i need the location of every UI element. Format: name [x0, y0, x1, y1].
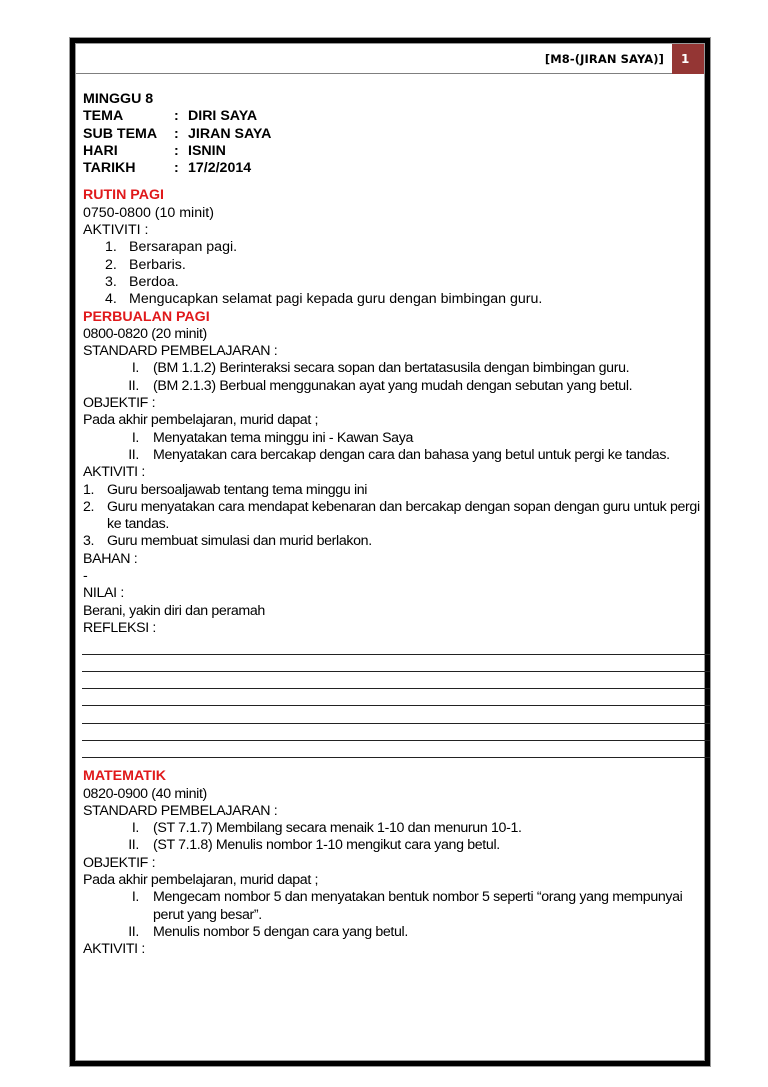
meta-label: TEMA: [83, 108, 124, 125]
standard-item: [83, 820, 713, 837]
bahan-value: -: [83, 568, 88, 585]
list-number: 3.: [83, 533, 95, 550]
meta-label: SUB TEMA: [83, 125, 158, 142]
aktiviti-label: AKTIVITI :: [83, 222, 149, 239]
list-item: [83, 257, 713, 274]
standard-item: [83, 378, 713, 395]
refleksi-writing-line[interactable]: [82, 689, 710, 706]
list-item: [83, 239, 713, 256]
list-number: 1.: [83, 481, 95, 498]
aktiviti-label: AKTIVITI :: [83, 464, 145, 481]
objektif-item: [83, 430, 713, 447]
roman-number: II.: [128, 923, 139, 940]
page-header: [76, 44, 704, 74]
page-number-badge: 1: [672, 44, 704, 74]
standard-text: (ST 7.1.8) Menulis nombor 1-10 mengikut cara yang betul.: [153, 837, 500, 854]
meta-row-tarikh: [83, 160, 713, 177]
meta-separator: :: [174, 160, 179, 177]
standard-item: [83, 360, 713, 377]
objektif-label: OBJEKTIF :: [83, 395, 156, 412]
objektif-intro: Pada akhir pembelajaran, murid dapat ;: [83, 412, 319, 429]
list-text: Guru bersoaljawab tentang tema minggu ini: [107, 481, 368, 498]
list-item: [83, 291, 713, 308]
document-body: [83, 91, 713, 959]
objektif-label: OBJEKTIF :: [83, 854, 156, 871]
refleksi-writing-line[interactable]: [82, 706, 710, 723]
list-text: Bersarapan pagi.: [129, 239, 238, 256]
meta-label: TARIKH: [83, 160, 136, 177]
list-number: 3.: [105, 273, 117, 290]
standard-item: [83, 837, 713, 854]
perbualan-aktiviti-list: [83, 482, 713, 551]
refleksi-lines: [83, 637, 713, 758]
standard-text: (BM 1.1.2) Berinteraksi secara sopan dan bertatasusila dengan bimbingan guru.: [153, 360, 630, 377]
section-heading-rutin-pagi: RUTIN PAGI: [83, 187, 164, 204]
list-item: [83, 482, 713, 499]
nilai-label: NILAI :: [83, 585, 124, 602]
meta-value: DIRI SAYA: [188, 108, 258, 125]
meta-separator: :: [174, 125, 179, 142]
meta-value: ISNIN: [188, 142, 226, 159]
list-number: 4.: [105, 291, 117, 308]
rutin-pagi-list: [83, 239, 713, 308]
objektif-text: Menulis nombor 5 dengan cara yang betul.: [153, 923, 408, 940]
objektif-item: [83, 447, 713, 464]
list-number: 2.: [83, 498, 95, 515]
refleksi-writing-line[interactable]: [82, 655, 710, 672]
list-item: [83, 533, 713, 550]
meta-row-tema: [83, 108, 713, 125]
objektif-intro: Pada akhir pembelajaran, murid dapat ;: [83, 872, 319, 889]
objektif-item: [83, 889, 713, 924]
list-item: [83, 274, 713, 291]
bahan-label: BAHAN :: [83, 550, 138, 567]
roman-number: I.: [131, 429, 139, 446]
roman-number: I.: [131, 820, 139, 837]
list-item: [83, 499, 713, 534]
refleksi-writing-line[interactable]: [82, 724, 710, 741]
standard-text: (BM 2.1.3) Berbual menggunakan ayat yang mudah dengan sebutan yang betul.: [153, 377, 633, 394]
nilai-value: Berani, yakin diri dan peramah: [83, 602, 265, 619]
standard-text: (ST 7.1.7) Membilang secara menaik 1-10 dan menurun 10-1.: [153, 820, 522, 837]
roman-number: I.: [131, 889, 139, 906]
list-number: 1.: [105, 239, 117, 256]
section-time: 0820-0900 (40 minit): [83, 785, 207, 802]
roman-number: II.: [128, 446, 139, 463]
section-time: 0800-0820 (20 minit): [83, 325, 207, 342]
roman-number: I.: [131, 360, 139, 377]
section-heading-perbualan-pagi: PERBUALAN PAGI: [83, 308, 210, 325]
list-text: Mengucapkan selamat pagi kepada guru dengan bimbingan guru.: [129, 291, 543, 308]
meta-value: 17/2/2014: [188, 160, 252, 177]
meta-table: [83, 108, 713, 177]
standard-label: STANDARD PEMBELAJARAN :: [83, 343, 278, 360]
refleksi-writing-line[interactable]: [82, 637, 710, 654]
objektif-text: Menyatakan tema minggu ini - Kawan Saya: [153, 429, 414, 446]
meta-separator: :: [174, 142, 179, 159]
refleksi-writing-line[interactable]: [82, 741, 710, 758]
list-text: Berdoa.: [129, 273, 179, 290]
meta-value: JIRAN SAYA: [188, 125, 272, 142]
header-title: [M8-(JIRAN SAYA)]: [544, 52, 664, 66]
list-text: Berbaris.: [129, 256, 186, 273]
refleksi-writing-line[interactable]: [82, 672, 710, 689]
refleksi-label: REFLEKSI :: [83, 619, 156, 636]
objektif-text: Mengecam nombor 5 dan menyatakan bentuk nombor 5 seperti “orang yang mempunyai perut yang besar”.: [153, 889, 683, 923]
objektif-text: Menyatakan cara bercakap dengan cara dan bahasa yang betul untuk pergi ke tandas.: [153, 446, 670, 463]
roman-number: II.: [128, 837, 139, 854]
list-text: Guru membuat simulasi dan murid berlakon.: [107, 533, 372, 550]
section-time: 0750-0800 (10 minit): [83, 204, 214, 221]
roman-number: II.: [128, 377, 139, 394]
objektif-item: [83, 924, 713, 941]
section-heading-matematik: MATEMATIK: [83, 768, 167, 785]
meta-label: HARI: [83, 142, 118, 159]
aktiviti-label: AKTIVITI :: [83, 941, 145, 958]
meta-row-hari: [83, 143, 713, 160]
meta-separator: :: [174, 108, 179, 125]
list-text: Guru menyatakan cara mendapat kebenaran dan bercakap dengan sopan dengan guru untuk pergi ke tandas.: [107, 498, 700, 533]
standard-label: STANDARD PEMBELAJARAN :: [83, 802, 278, 819]
week-label: MINGGU 8: [83, 91, 154, 107]
meta-row-subtema: [83, 126, 713, 143]
list-number: 2.: [105, 256, 117, 273]
